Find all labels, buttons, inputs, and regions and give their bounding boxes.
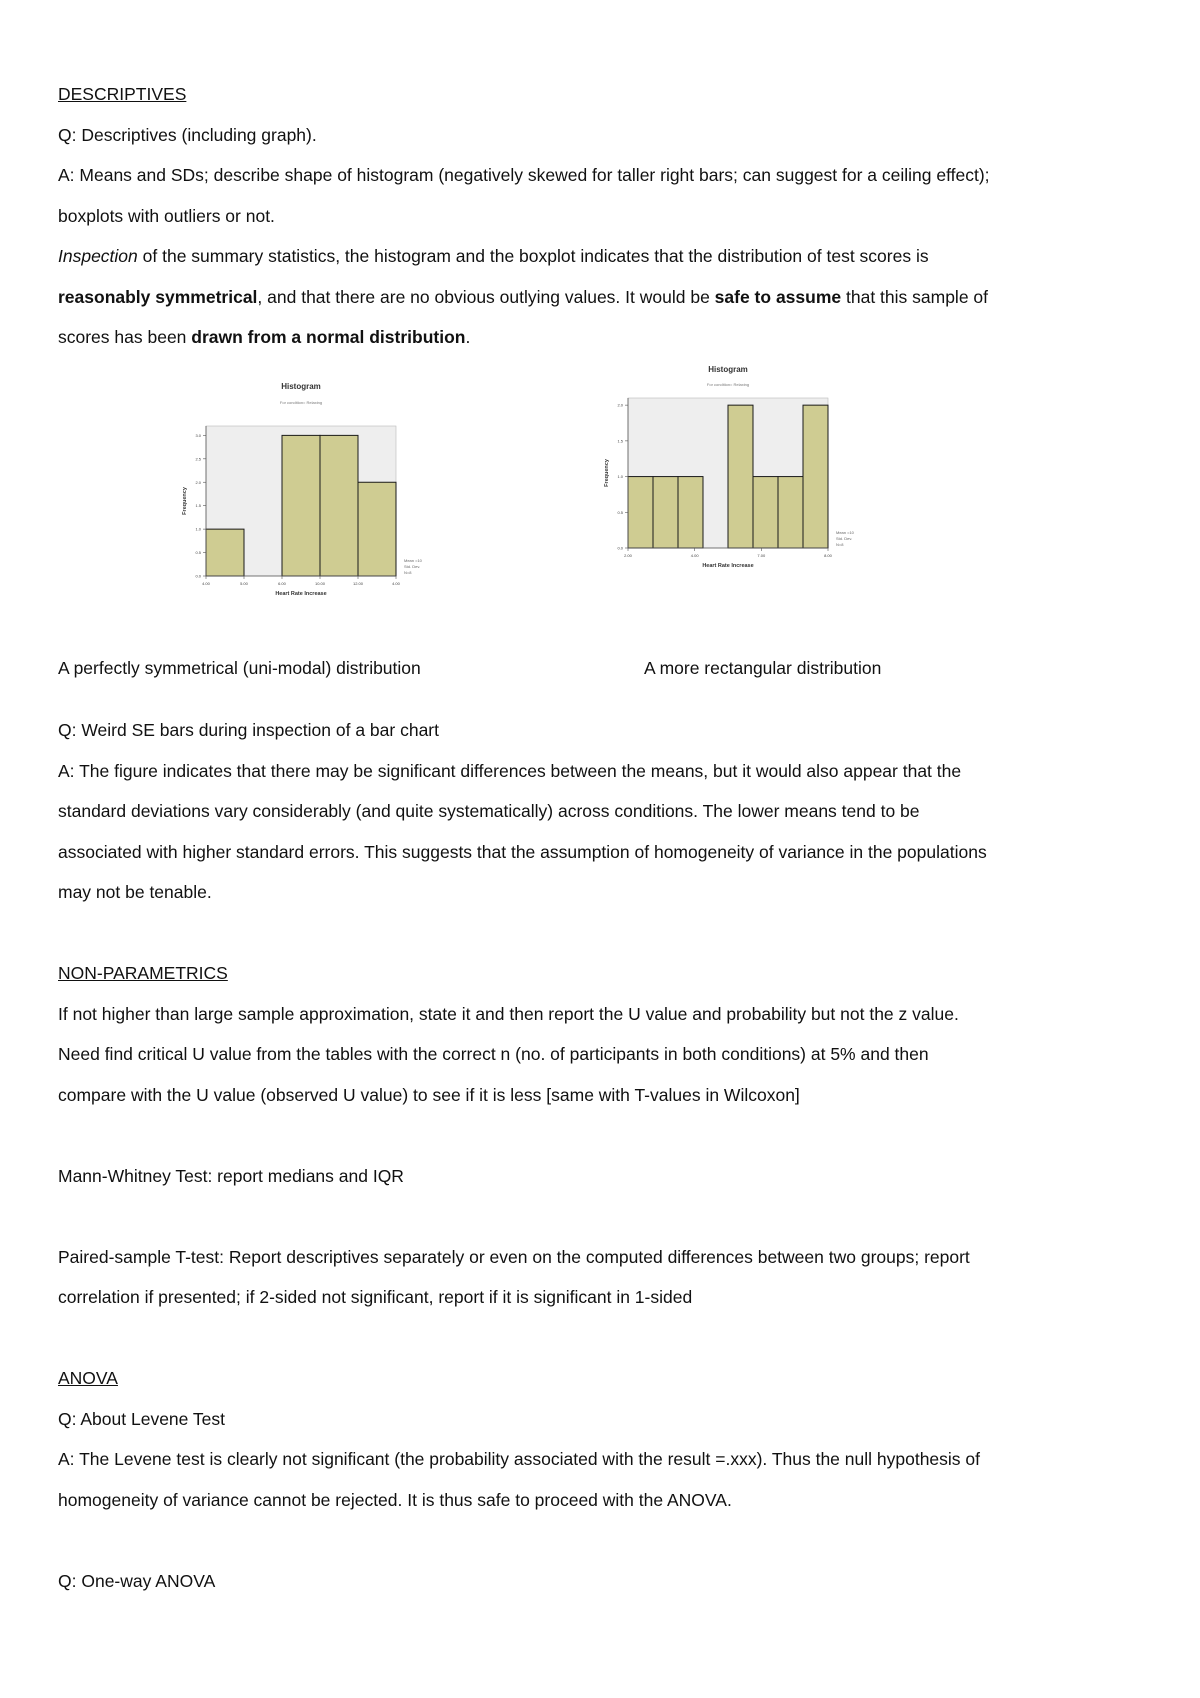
histogram-bar xyxy=(206,529,244,576)
y-tick-label: 1.5 xyxy=(195,502,201,508)
answer-label: A: xyxy=(58,760,75,781)
y-tick-label: 2.5 xyxy=(195,455,201,461)
nonparametrics-line1: If not higher than large sample approximation, state it and then report the U value and probability but not the z value. xyxy=(58,1003,959,1024)
answer-text: The Levene test is clearly not significant (the probability associated with the result =.xxx). Thus the null hypothesis of xyxy=(74,1449,981,1469)
legend-entry: N=8 xyxy=(404,569,412,575)
question-text: Weird SE bars during inspection of a bar chart xyxy=(76,720,439,740)
charts-row xyxy=(58,358,1154,648)
anova-a1-line1 xyxy=(58,1439,1154,1480)
x-tick-label: 4.00 xyxy=(690,552,699,558)
x-tick-label: 4.00 xyxy=(202,580,210,586)
mann-whitney-line: Mann-Whitney Test: report medians and IQR xyxy=(58,1165,404,1186)
question-label: Q: xyxy=(58,1408,77,1429)
y-tick-label: 2.0 xyxy=(195,479,201,485)
question-label: Q: xyxy=(58,124,77,145)
descriptives-q1 xyxy=(58,115,1154,156)
inspection-line1 xyxy=(58,236,1154,277)
y-axis-label: Frequency xyxy=(182,486,188,515)
descriptives-a2-line3: associated with higher standard errors. This suggests that the assumption of homogeneity of variance in the populations xyxy=(58,841,987,862)
y-tick-label: 1.5 xyxy=(617,437,623,443)
chart-title: Histogram xyxy=(708,364,748,374)
histogram-bar xyxy=(320,435,358,576)
descriptives-a2-line2: standard deviations vary considerably (and quite systematically) across conditions. The lower means tend to be xyxy=(58,801,920,821)
histogram-bar xyxy=(653,476,678,547)
legend-entry: Std. Dev. xyxy=(836,535,853,541)
reasonably-symmetrical: reasonably symmetrical xyxy=(58,286,258,307)
chart-title: Histogram xyxy=(281,381,321,391)
histogram-rectangular xyxy=(588,362,928,607)
inspection-l3-end: . xyxy=(465,327,471,347)
legend-entry: N=8 xyxy=(836,541,844,547)
spacer xyxy=(58,1318,1154,1359)
histogram-bar xyxy=(753,476,778,547)
histogram-bar xyxy=(803,405,828,548)
descriptives-a2-line4: may not be tenable. xyxy=(58,882,212,902)
histogram-bar xyxy=(282,435,320,576)
inspection-end: that this sample of xyxy=(841,286,989,307)
histogram-bar xyxy=(778,476,803,547)
x-tick-label: 5.00 xyxy=(240,580,248,586)
spacer xyxy=(58,1196,1154,1237)
x-tick-label: 2.00 xyxy=(624,552,632,558)
x-tick-label: 10.00 xyxy=(314,580,326,586)
question-text: One-way ANOVA xyxy=(76,1570,216,1591)
safe-to-assume: safe to assume xyxy=(714,286,842,307)
descriptives-a2-line1 xyxy=(58,751,1154,792)
inspection-italic: Inspection xyxy=(58,246,138,266)
answer-text: The figure indicates that there may be significant differences between the means, but it would also appear that the xyxy=(74,760,962,781)
x-tick-label: 4.00 xyxy=(392,580,400,586)
question-text: About Levene Test xyxy=(76,1408,226,1429)
y-tick-label: 1.0 xyxy=(195,526,201,532)
nonparametrics-line3: compare with the U value (observed U value) to see if it is less [same with T-values in Wilcoxon] xyxy=(58,1084,800,1105)
answer-label: A: xyxy=(58,1449,75,1469)
answer-label: A: xyxy=(58,165,75,185)
chart-subtitle: For condition= Relaxing xyxy=(279,399,323,405)
histogram-bar xyxy=(728,405,753,548)
y-tick-label: 0.5 xyxy=(617,509,623,515)
inspection-line3 xyxy=(58,317,1154,358)
histogram-bar xyxy=(358,482,396,576)
descriptives-heading: DESCRIPTIVES xyxy=(58,84,187,104)
x-tick-label: 7.00 xyxy=(757,552,766,558)
descriptives-q2 xyxy=(58,710,1154,751)
chart-captions xyxy=(58,648,1154,689)
anova-heading: ANOVA xyxy=(58,1368,118,1388)
spacer xyxy=(58,1115,1154,1156)
x-axis-label: Heart Rate Increase xyxy=(275,590,327,597)
inspection-rest: of the summary statistics, the histogram and the boxplot indicates that the distribution of test scores is xyxy=(137,246,929,266)
question-text: Descriptives (including graph). xyxy=(76,124,317,145)
anova-a1-line2: homogeneity of variance cannot be rejected. It is thus safe to proceed with the ANOVA. xyxy=(58,1489,732,1510)
descriptives-a1-line1 xyxy=(58,155,1154,196)
x-tick-label: 8.00 xyxy=(824,552,832,558)
histogram-symmetrical xyxy=(150,376,480,621)
spacer xyxy=(58,913,1154,954)
inspection-mid: , and that there are no obvious outlying values. It would be xyxy=(257,286,715,307)
y-tick-label: 0.5 xyxy=(195,549,201,555)
histogram-symmetrical-svg xyxy=(150,376,480,616)
x-tick-label: 6.00 xyxy=(278,580,286,586)
y-tick-label: 3.0 xyxy=(195,432,201,438)
histogram-bar xyxy=(628,476,653,547)
descriptives-a1-line2: boxplots with outliers or not. xyxy=(58,205,275,226)
caption-left: A perfectly symmetrical (uni-modal) distribution xyxy=(58,657,421,678)
top-spacer xyxy=(58,0,1154,74)
x-tick-label: 12.00 xyxy=(352,580,364,586)
y-tick-label: 0.0 xyxy=(195,573,201,578)
question-label: Q: xyxy=(58,720,77,740)
normal-distribution: drawn from a normal distribution xyxy=(191,327,466,347)
paired-ttest-line1: Paired-sample T-test: Report descriptives separately or even on the computed differences between two groups; report xyxy=(58,1246,970,1267)
anova-q1 xyxy=(58,1399,1154,1440)
legend-entry: Mean =10 xyxy=(404,557,422,563)
y-axis-label: Frequency xyxy=(604,458,610,487)
histogram-rectangular-svg xyxy=(588,362,928,602)
y-tick-label: 2.0 xyxy=(617,402,623,408)
y-tick-label: 1.0 xyxy=(617,473,623,479)
answer-text: Means and SDs; describe shape of histogram (negatively skewed for taller right bars; can suggest for a ceiling effect); xyxy=(74,165,990,185)
legend-entry: Std. Dev. xyxy=(404,563,421,569)
question-label: Q: xyxy=(58,1570,77,1591)
caption-right: A more rectangular distribution xyxy=(644,657,882,678)
nonparametrics-heading: NON-PARAMETRICS xyxy=(58,963,228,983)
anova-q2 xyxy=(58,1561,1154,1602)
paired-ttest-line2: correlation if presented; if 2-sided not significant, report if it is significant in 1-sided xyxy=(58,1287,693,1307)
spacer xyxy=(58,1520,1154,1561)
inspection-line2 xyxy=(58,277,1154,318)
legend-entry: Mean =10 xyxy=(836,529,854,535)
inspection-l3-start: scores has been xyxy=(58,327,192,347)
x-axis-label: Heart Rate Increase xyxy=(702,562,754,569)
histogram-bar xyxy=(678,476,703,547)
y-tick-label: 0.0 xyxy=(617,545,623,550)
nonparametrics-line2: Need find critical U value from the tables with the correct n (no. of participants in both conditions) at 5% and then xyxy=(58,1044,929,1064)
spacer xyxy=(58,688,1154,710)
chart-subtitle: For condition= Relaxing xyxy=(706,381,750,387)
